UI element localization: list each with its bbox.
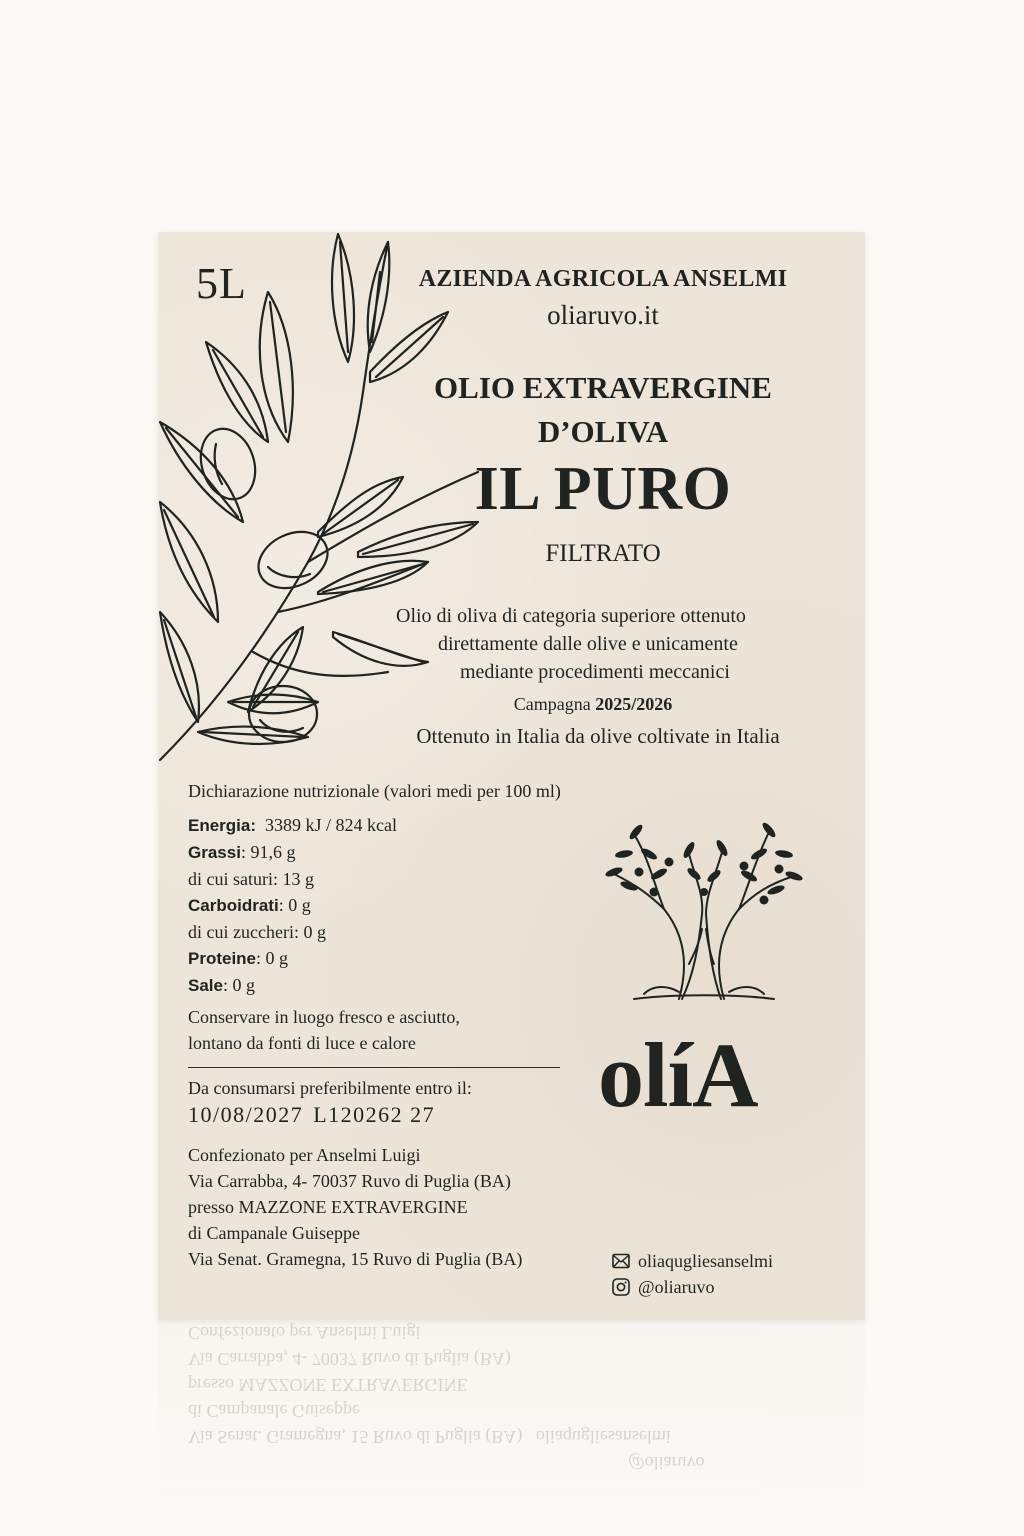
best-before-label: Da consumarsi preferibilmente entro il: bbox=[188, 1078, 472, 1098]
olive-tree-illustration bbox=[594, 814, 814, 1004]
packer-line: Confezionato per Anselmi Luigi bbox=[188, 1145, 421, 1165]
label-reflection bbox=[158, 1320, 865, 1520]
nutrient-value: 3389 kJ / 824 kcal bbox=[265, 815, 398, 835]
description-line: Olio di oliva di categoria superiore ottenuto bbox=[396, 605, 746, 627]
divider bbox=[188, 1067, 560, 1068]
packer-line: Via Senat. Gramegna, 15 Ruvo di Puglia (BA) bbox=[188, 1249, 523, 1269]
volume-label: 5L bbox=[196, 259, 247, 308]
storage-line: Conservare in luogo fresco e asciutto, bbox=[188, 1007, 460, 1027]
nutrient-name: Carboidrati bbox=[188, 896, 279, 915]
reflection-mirror bbox=[158, 1320, 865, 1510]
nutrient-value: : 0 g bbox=[256, 948, 289, 968]
product-name: IL PURO bbox=[474, 455, 732, 523]
nutrition-row bbox=[188, 839, 397, 866]
nutrient-name: Sale bbox=[188, 976, 223, 995]
instagram-icon bbox=[612, 1278, 630, 1296]
nutrient-value: : 0 g bbox=[278, 895, 311, 915]
nutrient-value: : 0 g bbox=[222, 975, 255, 995]
season-value: 2025/2026 bbox=[595, 694, 673, 714]
date-lot bbox=[188, 1102, 445, 1128]
reflection-line bbox=[188, 1424, 835, 1450]
product-label bbox=[158, 232, 865, 1320]
nutrition-row bbox=[188, 812, 397, 839]
reflection-line: Confezionato per Anselmi Luigi bbox=[188, 1323, 421, 1343]
nutrition-row bbox=[188, 972, 397, 999]
nutrition-title: Dichiarazione nutrizionale (valori medi per 100 ml) bbox=[188, 781, 561, 801]
reflection-text: oliaqugliesanselmi bbox=[535, 1427, 671, 1447]
nutrient-name: Grassi bbox=[188, 843, 241, 862]
nutrient-name: Proteine bbox=[188, 949, 257, 968]
product-description bbox=[368, 602, 848, 686]
instagram-handle: @oliaruvo bbox=[638, 1277, 715, 1297]
storage-instructions bbox=[188, 1004, 460, 1056]
packer-line: presso MAZZONE EXTRAVERGINE bbox=[188, 1197, 468, 1217]
nutrition-row bbox=[188, 919, 397, 945]
mail-icon bbox=[612, 1253, 630, 1269]
reflection-line: presso MAZZONE EXTRAVERGINE bbox=[188, 1375, 468, 1395]
nutrition-row bbox=[188, 892, 397, 919]
nutrient-value: : 91,6 g bbox=[240, 842, 296, 862]
season-label: Campagna bbox=[513, 694, 591, 714]
harvest-season bbox=[368, 694, 818, 715]
company-name: AZIENDA AGRICOLA ANSELMI bbox=[418, 266, 788, 292]
product-title-line2: D’OLIVA bbox=[537, 414, 669, 449]
nutrition-table bbox=[188, 812, 397, 999]
lot-number: L120262 27 bbox=[313, 1102, 436, 1127]
reflection-line: di Campanale Guiseppe bbox=[188, 1401, 360, 1421]
product-title-line1: OLIO EXTRAVERGINE bbox=[434, 370, 772, 405]
contact-info bbox=[612, 1248, 773, 1300]
product-title bbox=[378, 366, 828, 454]
brand-logo: olíA bbox=[598, 1024, 758, 1126]
reflection-text: Via Senat. Gramegna, 15 Ruvo di Puglia (BA) bbox=[188, 1427, 523, 1447]
storage-line: lontano da fonti di luce e calore bbox=[188, 1033, 416, 1053]
reflection-line: @oliaruvo bbox=[628, 1453, 705, 1473]
packer-line: di Campanale Guiseppe bbox=[188, 1223, 360, 1243]
nutrition-row bbox=[188, 945, 397, 972]
nutrient-value: di cui saturi: 13 g bbox=[188, 869, 314, 889]
best-before-date: 10/08/2027 bbox=[188, 1102, 304, 1127]
email-handle: oliaqugliesanselmi bbox=[638, 1251, 773, 1271]
origin-statement: Ottenuto in Italia da olive coltivate in Italia bbox=[416, 724, 780, 748]
nutrient-name: Energia: bbox=[188, 816, 257, 835]
packer-info bbox=[188, 1142, 522, 1272]
nutrition-row bbox=[188, 866, 397, 892]
nutrient-value: di cui zuccheri: 0 g bbox=[188, 922, 326, 942]
packer-line: Via Carrabba, 4- 70037 Ruvo di Puglia (BA) bbox=[188, 1171, 511, 1191]
description-line: mediante procedimenti meccanici bbox=[460, 661, 730, 683]
email-row bbox=[612, 1248, 773, 1274]
reflection-line: Via Carrabba, 4- 70037 Ruvo di Puglia (BA) bbox=[188, 1349, 511, 1369]
instagram-row bbox=[612, 1274, 773, 1300]
description-line: direttamente dalle olive e unicamente bbox=[438, 633, 738, 655]
product-variant: FILTRATO bbox=[545, 540, 661, 567]
website-link: oliaruvo.it bbox=[547, 300, 659, 330]
